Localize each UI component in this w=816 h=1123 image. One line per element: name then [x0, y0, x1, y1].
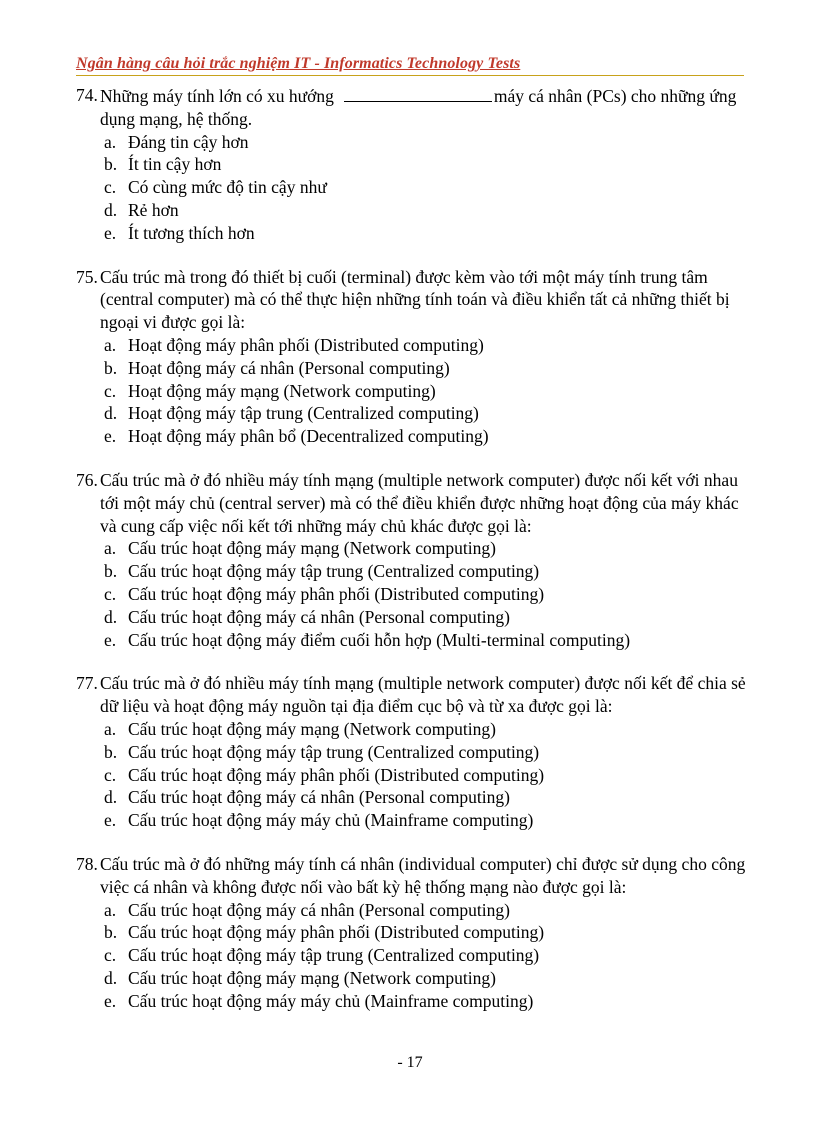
- question-75: [76, 266, 756, 448]
- option-b: [104, 741, 756, 764]
- option-letter: c.: [104, 945, 117, 966]
- option-letter: e.: [104, 990, 117, 1011]
- question-stem: [76, 672, 756, 718]
- option-letter: b.: [104, 741, 118, 762]
- option-list: [76, 718, 756, 832]
- question-stem: [76, 84, 756, 131]
- question-stem: [76, 469, 756, 537]
- option-a: [104, 131, 756, 154]
- question-text-before-blank: Những máy tính lớn có xu hướng: [100, 86, 334, 106]
- option-letter: d.: [104, 967, 118, 988]
- option-text: Hoạt động máy tập trung (Centralized computing): [128, 403, 479, 424]
- option-a: [104, 537, 756, 560]
- option-letter: d.: [104, 199, 118, 220]
- question-76: [76, 469, 756, 651]
- option-text: Hoạt động máy phân bổ (Decentralized computing): [128, 426, 489, 447]
- question-number: 78.: [76, 853, 98, 874]
- option-list: [76, 537, 756, 651]
- option-list: [76, 131, 756, 245]
- question-text: Cấu trúc mà ở đó nhiều máy tính mạng (multiple network computer) được nối kết để chia sẻ dữ liệu và hoạt động máy nguồn tại địa điểm cục bộ và từ xa được gọi là:: [100, 673, 746, 717]
- option-letter: b.: [104, 357, 118, 378]
- option-text: Cấu trúc hoạt động máy cá nhân (Personal computing): [128, 787, 510, 808]
- question-78: [76, 853, 756, 1013]
- option-letter: c.: [104, 177, 117, 198]
- page-number: - 17: [397, 1054, 423, 1071]
- option-list: [76, 334, 756, 448]
- option-d: [104, 786, 756, 809]
- option-c: [104, 944, 756, 967]
- option-list: [76, 899, 756, 1013]
- question-stem: [76, 853, 756, 899]
- option-b: [104, 560, 756, 583]
- option-text: Ít tin cậy hơn: [128, 154, 222, 175]
- option-letter: d.: [104, 606, 118, 627]
- header-divider: [76, 75, 744, 76]
- option-text: Cấu trúc hoạt động máy tập trung (Centralized computing): [128, 561, 540, 582]
- option-letter: a.: [104, 899, 117, 920]
- option-a: [104, 718, 756, 741]
- option-letter: b.: [104, 922, 118, 943]
- option-b: [104, 153, 756, 176]
- option-c: [104, 380, 756, 403]
- question-text: [100, 84, 756, 131]
- option-text: Cấu trúc hoạt động máy phân phối (Distributed computing): [128, 922, 545, 943]
- option-text: Cấu trúc hoạt động máy mạng (Network computing): [128, 718, 496, 739]
- option-e: [104, 990, 756, 1013]
- option-letter: e.: [104, 426, 117, 447]
- option-letter: d.: [104, 403, 118, 424]
- option-letter: b.: [104, 561, 118, 582]
- option-text: Cấu trúc hoạt động máy máy chủ (Mainframe computing): [128, 990, 534, 1011]
- option-text: Cấu trúc hoạt động máy cá nhân (Personal computing): [128, 899, 510, 920]
- option-text: Hoạt động máy mạng (Network computing): [128, 380, 436, 401]
- option-text: Rẻ hơn: [128, 199, 179, 220]
- option-letter: a.: [104, 718, 117, 739]
- option-text: Có cùng mức độ tin cậy như: [128, 177, 327, 198]
- option-text: Cấu trúc hoạt động máy mạng (Network computing): [128, 967, 496, 988]
- option-a: [104, 334, 756, 357]
- question-text: Cấu trúc mà trong đó thiết bị cuối (terminal) được kèm vào tới một máy tính trung tâm (central computer) mà có thể thực hiện những tính toán và điều khiển tất cả những thiết bị ngoại vi được gọi là:: [100, 266, 730, 333]
- question-number: 76.: [76, 469, 98, 490]
- question-list: [76, 84, 756, 1033]
- option-text: Đáng tin cậy hơn: [128, 131, 249, 152]
- option-text: Cấu trúc hoạt động máy phân phối (Distributed computing): [128, 583, 545, 604]
- option-letter: c.: [104, 583, 117, 604]
- option-text: Cấu trúc hoạt động máy máy chủ (Mainframe computing): [128, 810, 534, 831]
- question-stem: [76, 266, 756, 334]
- option-a: [104, 899, 756, 922]
- option-text: Cấu trúc hoạt động máy cá nhân (Personal computing): [128, 606, 510, 627]
- option-e: [104, 809, 756, 832]
- option-letter: e.: [104, 222, 117, 243]
- option-text: Cấu trúc hoạt động máy tập trung (Centralized computing): [128, 741, 540, 762]
- option-b: [104, 357, 756, 380]
- page-header: [76, 53, 744, 79]
- option-text: Ít tương thích hơn: [128, 222, 255, 243]
- question-text: Cấu trúc mà ở đó những máy tính cá nhân (individual computer) chỉ được sử dụng cho công việc cá nhân và không được nối vào bất kỳ hệ thống mạng nào được gọi là:: [100, 853, 746, 897]
- option-text: Hoạt động máy phân phối (Distributed computing): [128, 334, 484, 355]
- option-d: [104, 967, 756, 990]
- option-letter: e.: [104, 810, 117, 831]
- question-number: 75.: [76, 266, 98, 287]
- option-d: [104, 199, 756, 222]
- question-77: [76, 672, 756, 832]
- question-number: 74.: [76, 85, 98, 105]
- question-number: 77.: [76, 673, 98, 694]
- option-e: [104, 222, 756, 245]
- option-letter: a.: [104, 538, 117, 559]
- option-letter: c.: [104, 764, 117, 785]
- answer-blank: [344, 84, 492, 102]
- question-74: [76, 84, 756, 245]
- option-c: [104, 764, 756, 787]
- option-letter: e.: [104, 629, 117, 650]
- option-letter: c.: [104, 380, 117, 401]
- option-e: [104, 425, 756, 448]
- option-text: Hoạt động máy cá nhân (Personal computing): [128, 357, 450, 378]
- option-letter: a.: [104, 334, 117, 355]
- option-text: Cấu trúc hoạt động máy điểm cuối hỗn hợp (Multi-terminal computing): [128, 629, 631, 650]
- option-text: Cấu trúc hoạt động máy phân phối (Distributed computing): [128, 764, 545, 785]
- option-text: Cấu trúc hoạt động máy mạng (Network computing): [128, 538, 496, 559]
- question-text-after-blank: máy cá nhân (PCs) cho những ứng dụng mạng, hệ thống.: [100, 86, 737, 129]
- option-letter: b.: [104, 154, 118, 175]
- option-c: [104, 176, 756, 199]
- option-letter: a.: [104, 131, 117, 152]
- question-text: Cấu trúc mà ở đó nhiều máy tính mạng (multiple network computer) được nối kết với nhau tới một máy chủ (central server) mà có thể điều khiển được những hoạt động của máy khác và cung cấp việc nối kết tới những máy chủ khác được gọi là:: [100, 469, 739, 536]
- option-d: [104, 402, 756, 425]
- header-title: Ngân hàng câu hỏi trắc nghiệm IT - Informatics Technology Tests: [76, 55, 521, 72]
- option-letter: d.: [104, 787, 118, 808]
- option-text: Cấu trúc hoạt động máy tập trung (Centralized computing): [128, 945, 540, 966]
- option-c: [104, 583, 756, 606]
- option-d: [104, 606, 756, 629]
- option-e: [104, 629, 756, 652]
- option-b: [104, 921, 756, 944]
